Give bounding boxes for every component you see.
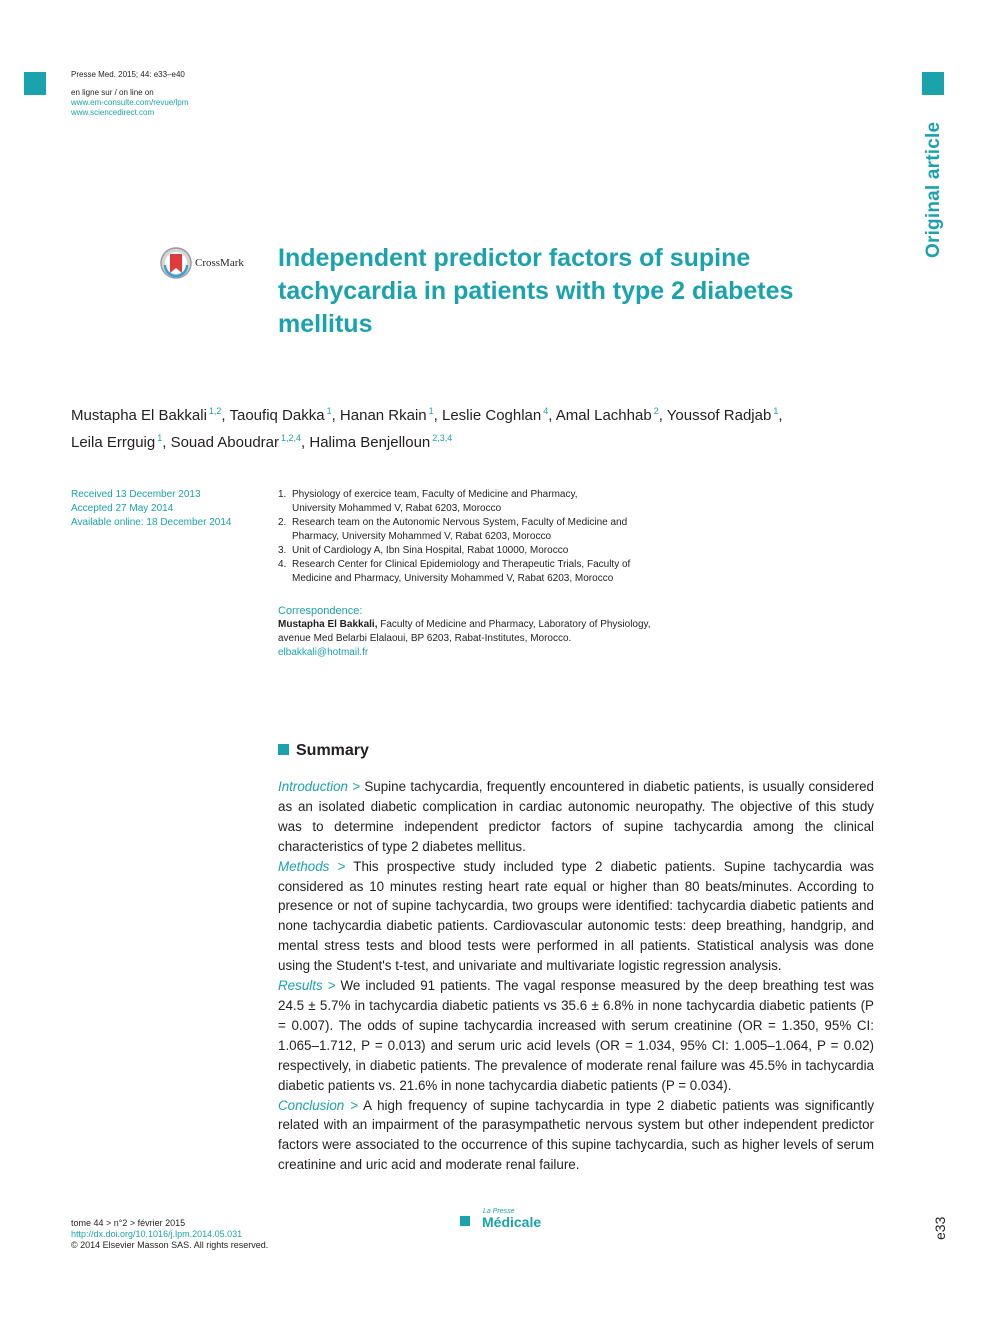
crossmark-icon <box>159 247 193 281</box>
correspondence-address: Faculty of Medicine and Pharmacy, Laboratory of Physiology, <box>380 619 651 630</box>
affiliation-line: Unit of Cardiology A, Ibn Sina Hospital, Rabat 10000, Morocco <box>292 545 569 556</box>
logo-square-icon <box>460 1216 470 1226</box>
author: Youssof Radjab <box>666 407 772 424</box>
summary-heading <box>278 742 369 760</box>
affiliation-number: 2. <box>278 517 287 528</box>
affiliation-item <box>278 516 678 544</box>
journal-url-1[interactable]: www.em-consulte.com/revue/lpm <box>71 98 189 107</box>
article-title: Independent predictor factors of supine tachycardia in patients with type 2 diabetes mellitus <box>278 244 794 338</box>
author-affiliation: 1,2,4 <box>281 433 302 443</box>
correspondence-label: Correspondence: <box>278 605 363 617</box>
author-list: Mustapha El Bakkali $^{1,2}$, Taoufiq Dakka $^1$, Hanan Rkain $^1$, Leslie Coghlan $^4$, Amal Lachhab $^2$, Youssof Radjab $^1$, Leila Errguig $^1$, Souad Aboudrar $^{1,2,4}$, Halima Benjelloun $^{2,3,4}$ <box>71 406 783 451</box>
article-dates <box>71 488 231 530</box>
author-affiliation: 4 <box>543 406 549 416</box>
methods-text: This prospective study included type 2 diabetic patients. Supine tachycardia was considered as 10 minutes resting heart rate equal or higher than 80 beats/minutes. According to presence or not of supine tachycardia, two groups were identified: tachycardia diabetic patients and none tachycardia diabetic patients. Cardiovascular autonomic tests: deep breathing, handgrip, and mental stress tests and blood tests were performed in all patients. Statistical analysis was done using the Student's t-test, and univariate and multivariate logistic regression analysis. <box>278 858 874 974</box>
affiliation-item <box>278 488 678 516</box>
affiliation-line: University Mohammed V, Rabat 6203, Morocco <box>292 503 502 514</box>
page-number: e33 <box>932 1216 948 1240</box>
affiliation-list <box>278 488 678 586</box>
affiliation-line: Medicine and Pharmacy, University Mohammed V, Rabat 6203, Morocco <box>292 573 614 584</box>
crossmark-badge[interactable] <box>159 247 259 279</box>
author-affiliation: 1,2 <box>208 406 222 416</box>
author-affiliation: 1 <box>326 406 332 416</box>
section-label: Original article <box>923 121 944 258</box>
abstract-introduction <box>278 777 874 857</box>
author-affiliation: 1 <box>157 433 163 443</box>
heading-bullet-icon <box>278 744 289 755</box>
journal-logo <box>460 1208 570 1232</box>
author: Halima Benjelloun <box>309 434 431 451</box>
author: Souad Aboudrar <box>170 434 279 451</box>
affiliation-line: Research team on the Autonomic Nervous System, Faculty of Medicine and <box>292 517 628 528</box>
online-date: Available online: 18 December 2014 <box>71 517 232 528</box>
author: Amal Lachhab <box>555 407 652 424</box>
author-affiliation: 2,3,4 <box>432 433 453 443</box>
journal-header <box>71 70 188 118</box>
abstract-methods <box>278 857 874 976</box>
conclusion-text: A high frequency of supine tachycardia in type 2 diabetic patients was significantly related with an impairment of the parasympathetic nervous system but other independent predictor factors were associated to the occurrence of this supine tachycardia, such as higher levels of serum creatinine and uric acid and moderate renal failure. <box>278 1097 875 1173</box>
accepted-date: Accepted 27 May 2014 <box>71 503 174 514</box>
journal-url-2[interactable]: www.sciencedirect.com <box>71 108 155 117</box>
correspondence-email[interactable]: elbakkali@hotmail.fr <box>278 647 369 658</box>
corner-square-right <box>922 72 944 95</box>
section-label-introduction: Introduction > <box>278 779 361 794</box>
affiliation-line: Research Center for Clinical Epidemiology and Therapeutic Trials, Faculty of <box>292 559 631 570</box>
affiliation-item <box>278 544 678 558</box>
doi-link[interactable]: http://dx.doi.org/10.1016/j.lpm.2014.05.031 <box>71 1229 243 1239</box>
summary-heading-text: Summary <box>296 742 369 759</box>
section-label-results: Results > <box>278 978 336 994</box>
logo-text: Médicale <box>482 1214 542 1230</box>
affiliation-line: Physiology of exercice team, Faculty of Medicine and Pharmacy, <box>292 489 578 500</box>
correspondence-block <box>278 604 698 660</box>
affiliation-number: 1. <box>278 489 287 500</box>
affiliation-number: 3. <box>278 545 287 556</box>
author-affiliation: 1 <box>773 406 779 416</box>
abstract-body <box>278 777 874 1175</box>
logo-small-text: La Presse <box>483 1208 515 1215</box>
copyright: © 2014 Elsevier Masson SAS. All rights reserved. <box>71 1240 269 1250</box>
corner-square-left <box>24 72 46 95</box>
author: Hanan Rkain <box>339 407 427 424</box>
introduction-text: Supine tachycardia, frequently encountered in diabetic patients, is usually considered as an isolated diabetic complication in cardiac autonomic neuropathy. The objective of this study was to determine independent predictor factors of supine tachycardia among the clinical characteristics of type 2 diabetes mellitus. <box>278 779 874 854</box>
author: Taoufiq Dakka <box>229 407 325 424</box>
author: Leila Errguig <box>71 434 156 451</box>
crossmark-label: CrossMark <box>195 257 244 269</box>
issue-info: tome 44 > n°2 > février 2015 <box>71 1218 186 1228</box>
affiliation-line: Pharmacy, University Mohammed V, Rabat 6203, Morocco <box>292 531 551 542</box>
author: Leslie Coghlan <box>442 407 542 424</box>
author: Mustapha El Bakkali <box>71 407 207 424</box>
abstract-results <box>278 976 874 1095</box>
abstract-conclusion <box>278 1096 874 1176</box>
online-prefix: en ligne sur / on line on <box>71 88 154 97</box>
correspondence-name: Mustapha El Bakkali, <box>278 619 378 630</box>
section-label-methods: Methods > <box>278 858 346 874</box>
author-affiliation: 1 <box>428 406 434 416</box>
footer-info <box>71 1218 268 1251</box>
author-affiliation: 2 <box>653 406 659 416</box>
affiliation-item <box>278 558 678 586</box>
results-text: We included 91 patients. The vagal response measured by the deep breathing test was 24.5 ± 5.7% in tachycardia diabetic patients vs 35.6 ± 6.8% in none tachycardia diabetic patients (P = 0.007). The odds of supine tachycardia increased with serum creatinine (OR = 1.350, 95% CI: 1.065–1.712, P = 0.013) and serum uric acid levels (OR = 1.034, 95% CI: 1.005–1.064, P = 0.02) respectively, in diabetic patients. The prevalence of moderate renal failure was 45.5% in tachycardia diabetic patients vs. 21.6% in none tachycardia diabetic patients (P = 0.034). <box>278 978 874 1093</box>
citation: Presse Med. 2015; 44: e33–e40 <box>71 70 185 79</box>
section-label-conclusion: Conclusion > <box>278 1097 358 1113</box>
affiliation-number: 4. <box>278 559 287 570</box>
correspondence-address: avenue Med Belarbi Elalaoui, BP 6203, Rabat-Institutes, Morocco. <box>278 633 572 644</box>
received-date: Received 13 December 2013 <box>71 489 201 500</box>
